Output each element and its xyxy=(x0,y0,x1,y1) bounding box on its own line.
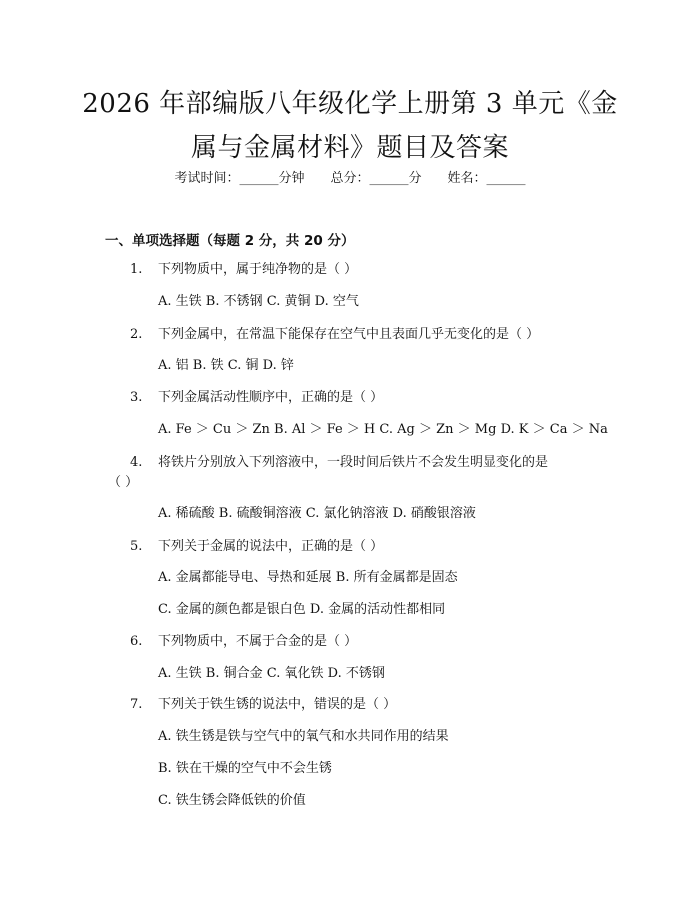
question-options: A. 铁生锈是铁与空气中的氧气和水共同作用的结果 xyxy=(158,729,449,744)
title-line-1: 2026 年部编版八年级化学上册第 3 单元《金 xyxy=(82,89,618,119)
question-text: 下列物质中，不属于合金的是（ ） xyxy=(158,634,358,649)
exam-meta xyxy=(0,169,700,189)
question-number: 5. xyxy=(130,539,143,554)
question-text: 下列关于铁生锈的说法中，错误的是（ ） xyxy=(158,697,397,712)
question-options: A. 铝 B. 铁 C. 铜 D. 锌 xyxy=(158,358,294,373)
question-options: A. 生铁 B. 不锈钢 C. 黄铜 D. 空气 xyxy=(158,294,359,309)
question-number: 6. xyxy=(130,634,143,649)
total-score-label: 总分：______分 xyxy=(330,171,422,186)
question-text: 下列物质中，属于纯净物的是（ ） xyxy=(158,262,358,277)
question-text-continuation: （ ） xyxy=(108,475,139,490)
question-number: 3. xyxy=(130,390,143,405)
student-name-label: 姓名：______ xyxy=(447,171,526,186)
question-options: C. 铁生锈会降低铁的价值 xyxy=(158,793,306,808)
section-heading: 一、单项选择题（每题 2 分，共 20 分） xyxy=(105,233,355,249)
question-text: 下列金属中，在常温下能保存在空气中且表面几乎无变化的是（ ） xyxy=(158,327,540,342)
exam-time-label: 考试时间：______分钟 xyxy=(174,171,305,186)
question-number: 2. xyxy=(130,327,143,342)
question-text: 下列金属活动性顺序中，正确的是（ ） xyxy=(158,390,384,405)
question-options: A. 稀硫酸 B. 硫酸铜溶液 C. 氯化钠溶液 D. 硝酸银溶液 xyxy=(158,506,476,521)
question-number: 1. xyxy=(130,262,143,277)
question-number: 4. xyxy=(130,455,143,470)
document-title xyxy=(80,82,620,170)
question-options: A. Fe ＞ Cu ＞ Zn B. Al ＞ Fe ＞ H C. Ag ＞ Zn ＞ Mg D. K ＞ Ca ＞ Na xyxy=(158,422,608,437)
question-text: 将铁片分别放入下列溶液中，一段时间后铁片不会发生明显变化的是 xyxy=(158,455,549,470)
question-options: A. 金属都能导电、导热和延展 B. 所有金属都是固态 xyxy=(158,570,458,585)
question-options: C. 金属的颜色都是银白色 D. 金属的活动性都相同 xyxy=(158,602,446,617)
question-options: A. 生铁 B. 铜合金 C. 氧化铁 D. 不锈钢 xyxy=(158,666,385,681)
question-options: B. 铁在干燥的空气中不会生锈 xyxy=(158,761,332,776)
question-text: 下列关于金属的说法中，正确的是（ ） xyxy=(158,539,384,554)
title-line-2: 属与金属材料》题目及答案 xyxy=(190,133,509,163)
question-number: 7. xyxy=(130,697,143,712)
